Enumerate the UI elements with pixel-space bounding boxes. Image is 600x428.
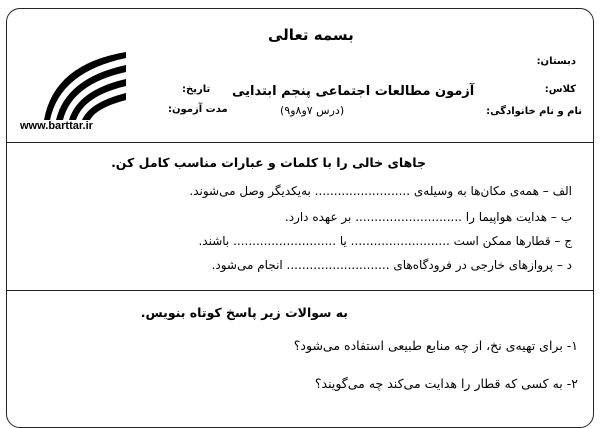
fill-blank-item-c: ج – قطارها ممکن است .......................... یا ........................... باشند. bbox=[198, 234, 572, 248]
school-label: دبستان: bbox=[536, 56, 576, 67]
barttar-logo-icon bbox=[40, 50, 130, 122]
fill-blank-item-b: ب – هدایت هواپیما را ............................ بر عهده دارد. bbox=[284, 210, 572, 224]
duration-label: مدت آزمون: bbox=[168, 104, 228, 115]
section-divider bbox=[6, 290, 594, 291]
date-label: تاریخ: bbox=[182, 84, 211, 95]
fill-blank-item-a: الف – همه‌ی مکان‌ها به وسیله‌ی ......................... به‌یکدیگر وصل می‌شوند. bbox=[189, 184, 572, 198]
fill-blank-item-d: د – پروازهای خارجی در فرودگاه‌های ........................... انجام می‌شود. bbox=[211, 258, 572, 272]
section1-instruction: جاهای خالی را با کلمات و عبارات مناسب کامل کن. bbox=[111, 155, 426, 170]
website-link[interactable]: www.barttar.ir bbox=[20, 120, 93, 132]
short-answer-question-2: ۲- به کسی که قطار را هدایت می‌کند چه می‌گویند؟ bbox=[314, 376, 578, 391]
exam-title: آزمون مطالعات اجتماعی پنجم ابتدایی bbox=[232, 84, 475, 99]
student-name-label: نام و نام خانوادگی: bbox=[486, 106, 582, 117]
exam-lessons: (درس ۷و۸و۹) bbox=[280, 104, 345, 117]
bismillah-title: بسمه تعالی bbox=[268, 26, 354, 44]
class-label: کلاس: bbox=[544, 84, 576, 95]
short-answer-question-1: ۱- برای تهیه‌ی نخ، از چه منابع طبیعی استفاده می‌شود؟ bbox=[293, 338, 578, 353]
section2-instruction: به سوالات زیر پاسخ کوتاه بنویس. bbox=[140, 305, 348, 320]
